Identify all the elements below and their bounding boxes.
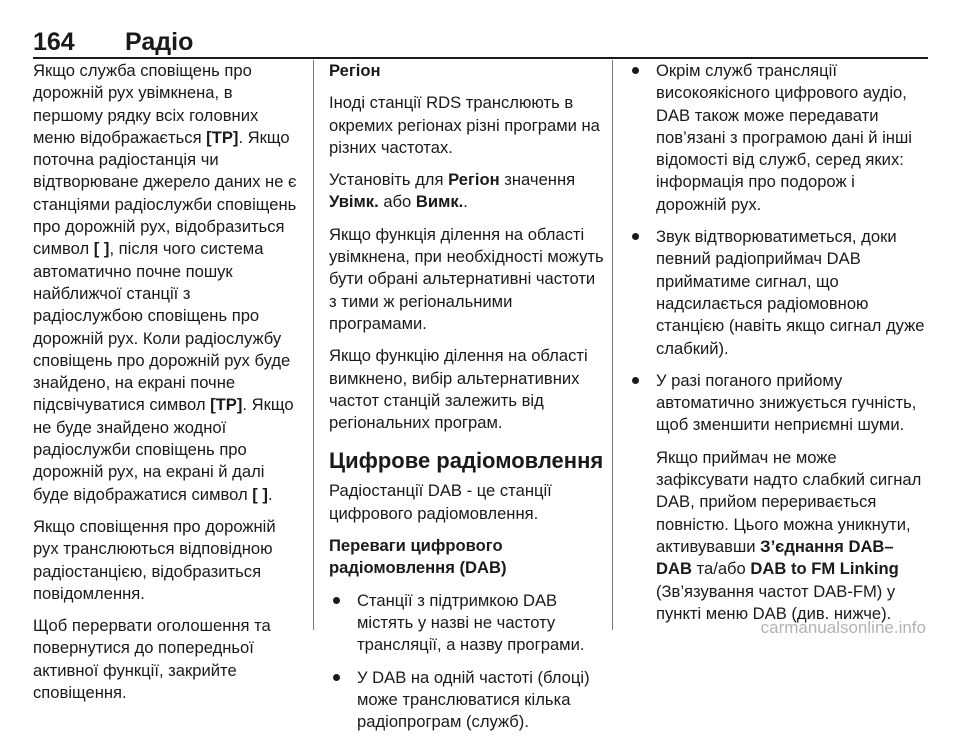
list-item: Звук відтворюватиметься, доки певний радіоприймач DAB прийматиме сигнал, що надсилається радіомовною станцією (навіть якщо сигнал дуже слабкий). [628, 226, 926, 360]
paragraph-interrupt: Щоб перервати оголошення та повернутися до попередньої активної функції, закрийте сповіщення. [33, 616, 271, 703]
bullet-icon [632, 377, 639, 384]
column-divider-1 [313, 60, 314, 630]
page-header [33, 22, 933, 62]
column-divider-2 [612, 60, 613, 630]
bullet-icon [632, 233, 639, 240]
paragraph-tp-info: Якщо служба сповіщень про дорожній рух увімкнена, в першому рядку всіх головних меню відображається [TP]. Якщо поточна радіостанція чи відтворюване джерело даних не є станціями радіослужби сповіщень про дорожній рух, відобразиться символ [ ], після чого система автоматично почне пошук найближчої станції з радіослужбою сповіщень про дорожній рух. Коли радіослужбу сповіщень про дорожній рух буде знайдено, на екрані почне підсвічуватися символ [TP]. Якщо не буде знайдено жодної радіослужби сповіщень про дорожній рух, на екрані й далі буде відображатися символ [ ]. [33, 61, 297, 504]
list-item: У разі поганого прийому автоматично знижується гучність, щоб зменшити неприємні шуми. [628, 370, 926, 437]
paragraph-weak-signal: Якщо приймач не може зафіксувати надто слабкий сигнал DAB, прийом переривається повністю. Цього можна уникнути, активувавши З’єднання DAB–DAB та/або DAB to FM Linking (Зв’язування частот DAB-FM) у пункті меню DAB (див. нижче). [656, 447, 922, 623]
paragraph-rds: Іноді станції RDS транслюють в окремих регіонах різні програми на різних частотах. [329, 93, 600, 157]
list-item: У DAB на одній частоті (блоці) може транслюватися кілька радіопрограм (служб). [329, 667, 604, 734]
paragraph-region-off: Якщо функцію ділення на області вимкнено, вибір альтернативних частот станцій залежить від регіональних програм. [329, 346, 588, 433]
paragraph-dab-intro: Радіостанції DAB - це станції цифрового радіомовлення. [329, 481, 552, 523]
column-2 [329, 60, 604, 743]
list-item: Станції з підтримкою DAB містять у назві не частоту трансляції, а назву програми. [329, 590, 604, 657]
dab-features-list [628, 60, 926, 437]
page-title: Радіо [125, 28, 194, 56]
list-item: Окрім служб трансляції високоякісного цифрового аудіо, DAB також може передавати пов’язані з програмою дані й інші відомості від служб, серед яких: інформація про подорож і дорожній рух. [628, 60, 926, 216]
watermark: carmanualsonline.info [760, 618, 926, 637]
paragraph-region-on: Якщо функція ділення на області увімкнена, при необхідності можуть бути обрані альтернативні частоти з тими ж регіональними програмами. [329, 224, 604, 333]
column-3 [628, 60, 926, 635]
dab-heading: Цифрове радіомовлення [329, 448, 604, 474]
bullet-icon [632, 67, 639, 74]
paragraph-region-setting: Установіть для Регіон значення Увімк. або Вимк.. [329, 170, 576, 212]
paragraph-announcement: Якщо сповіщення про дорожній рух транслюються відповідною радіостанцією, відобразиться повідомлення. [33, 516, 276, 603]
dab-advantages-list [329, 590, 604, 734]
region-heading: Регіон [329, 61, 381, 80]
bullet-icon [333, 597, 340, 604]
header-rule [33, 57, 928, 59]
column-1 [33, 60, 301, 714]
dab-advantages-heading: Переваги цифрового радіомовлення (DAB) [329, 536, 507, 578]
bullet-icon [333, 674, 340, 681]
page-number: 164 [33, 28, 75, 56]
